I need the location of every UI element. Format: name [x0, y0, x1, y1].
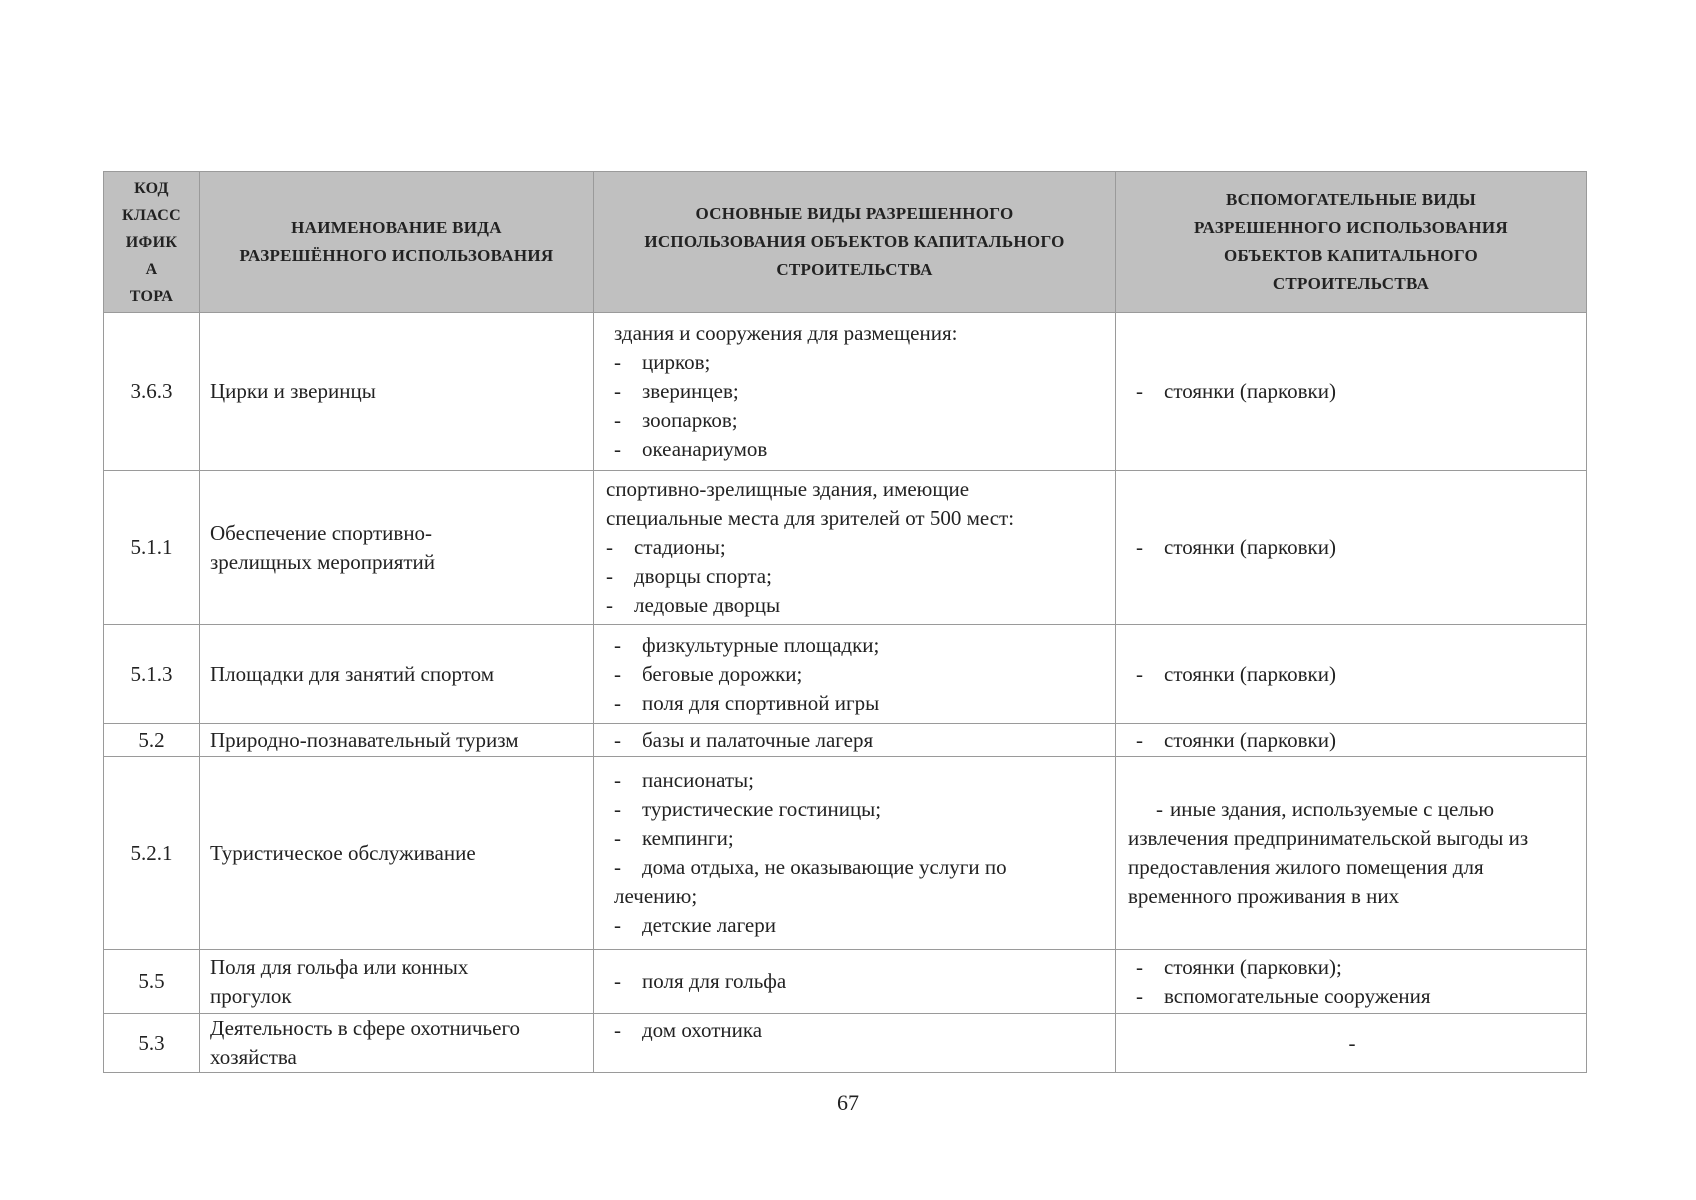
cell-main-uses [594, 757, 1116, 950]
list-item: - туристические гостиницы; [614, 797, 882, 821]
list-item: - иные здания, используемые с целью извлечения предпринимательской выгоды из предоставления жилого помещения для временного проживания в них [1128, 797, 1529, 908]
cell-code: 5.2 [104, 724, 200, 757]
cell-name: Поля для гольфа или конных прогулок [200, 950, 594, 1014]
list-item: - стоянки (парковки) [1136, 535, 1336, 559]
table-row [104, 724, 1587, 757]
list-item: - стадионы; [606, 535, 726, 559]
table-row [104, 625, 1587, 724]
cell-name: Деятельность в сфере охотничьего хозяйства [200, 1014, 594, 1073]
list-item: - физкультурные площадки; [614, 632, 880, 657]
cell-main-uses [594, 1014, 1116, 1073]
cell-code: 5.2.1 [104, 757, 200, 950]
list-item: - океанариумов [614, 437, 768, 461]
list-item: - базы и палаточные лагеря [614, 727, 874, 752]
list-item: - дом охотника [614, 1018, 763, 1042]
cell-aux-uses [1116, 471, 1587, 625]
header-main-uses: ОСНОВНЫЕ ВИДЫ РАЗРЕШЕННОГО ИСПОЛЬЗОВАНИЯ ОБЪЕКТОВ КАПИТАЛЬНОГО СТРОИТЕЛЬСТВА [594, 172, 1116, 313]
header-name: НАИМЕНОВАНИЕ ВИДА РАЗРЕШЁННОГО ИСПОЛЬЗОВАНИЯ [200, 172, 594, 313]
cell-main-uses [594, 313, 1116, 471]
cell-name: Природно-познавательный туризм [200, 724, 594, 757]
header-code: КОД КЛАСС ИФИК А ТОРА [104, 172, 200, 313]
list-item: - поля для гольфа [614, 969, 787, 993]
header-aux-uses: ВСПОМОГАТЕЛЬНЫЕ ВИДЫ РАЗРЕШЕННОГО ИСПОЛЬЗОВАНИЯ ОБЪЕКТОВ КАПИТАЛЬНОГО СТРОИТЕЛЬСТВА [1116, 172, 1587, 313]
cell-aux-uses [1116, 625, 1587, 724]
cell-code: 5.3 [104, 1014, 200, 1073]
cell-aux-uses [1116, 757, 1587, 950]
cell-code: 5.1.3 [104, 625, 200, 724]
list-item: - вспомогательные сооружения [1136, 983, 1431, 1008]
cell-aux-uses [1116, 724, 1587, 757]
list-item: - стоянки (парковки) [1136, 661, 1336, 686]
table-row [104, 313, 1587, 471]
list-item: - детские лагери [614, 913, 776, 937]
list-item: - зверинцев; [614, 379, 739, 403]
table-row [104, 950, 1587, 1014]
cell-aux-uses [1116, 313, 1587, 471]
cell-aux-uses [1116, 950, 1587, 1014]
table-row [104, 1014, 1587, 1073]
list-item: - дворцы спорта; [606, 564, 772, 588]
list-item: - стоянки (парковки) [1136, 727, 1336, 752]
list-item: - пансионаты; [614, 768, 754, 792]
table-row [104, 757, 1587, 950]
table-row [104, 471, 1587, 625]
list-item: - кемпинги; [614, 826, 734, 850]
cell-name: Площадки для занятий спортом [200, 625, 594, 724]
cell-aux-uses: - [1116, 1014, 1587, 1073]
list-item: - ледовые дворцы [606, 593, 781, 617]
cell-main-uses [594, 471, 1116, 625]
list-item: - зоопарков; [614, 408, 738, 432]
land-use-table [103, 171, 1587, 1073]
cell-code: 5.5 [104, 950, 200, 1014]
cell-main-uses [594, 950, 1116, 1014]
main-intro: спортивно-зрелищные здания, имеющие специальные места для зрителей от 500 мест: [606, 477, 1015, 530]
table-header-row [104, 172, 1587, 313]
list-item: - поля для спортивной игры [614, 690, 880, 715]
list-item: - дома отдыха, не оказывающие услуги по лечению; [614, 855, 1007, 908]
list-item: - цирков; [614, 350, 711, 374]
cell-main-uses [594, 625, 1116, 724]
cell-name: Обеспечение спортивно-зрелищных мероприятий [200, 471, 594, 625]
main-intro: здания и сооружения для размещения: [614, 321, 958, 345]
list-item: - беговые дорожки; [614, 661, 803, 686]
list-item: - стоянки (парковки) [1136, 379, 1336, 403]
cell-code: 5.1.1 [104, 471, 200, 625]
page-number: 67 [837, 1090, 859, 1115]
cell-code: 3.6.3 [104, 313, 200, 471]
cell-name: Туристическое обслуживание [200, 757, 594, 950]
cell-main-uses [594, 724, 1116, 757]
cell-name: Цирки и зверинцы [200, 313, 594, 471]
list-item: - стоянки (парковки); [1136, 954, 1342, 979]
